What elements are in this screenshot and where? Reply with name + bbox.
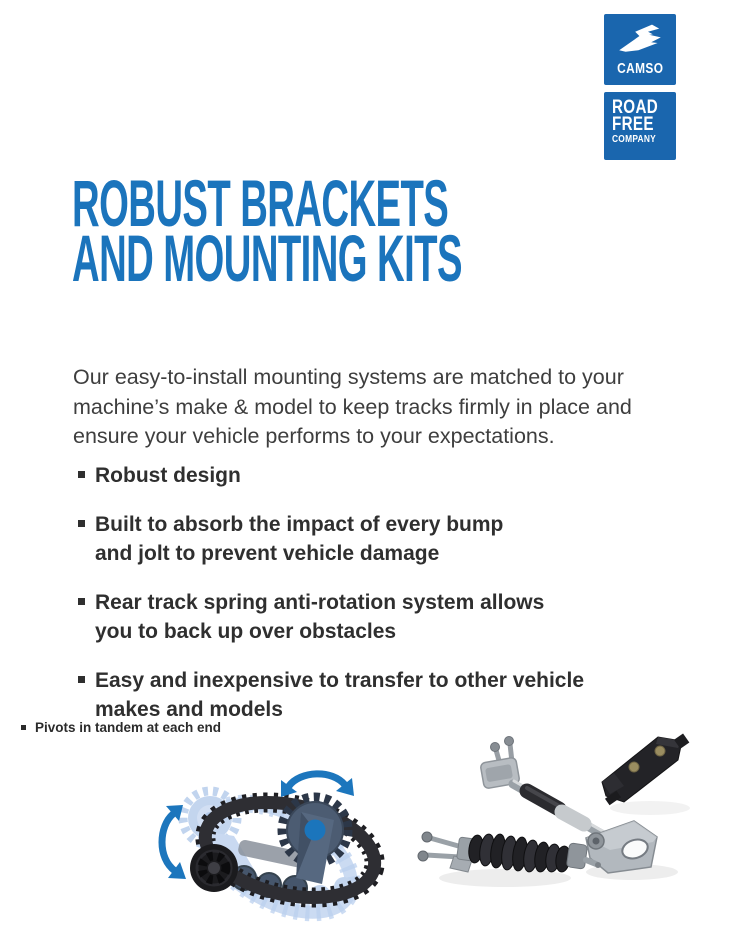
- feature-item-anti-rotation: Rear track spring anti-rotation system allows you to back up over obstacles: [78, 588, 598, 646]
- camso-swoosh-icon: [616, 23, 664, 55]
- intro-paragraph: [73, 363, 673, 452]
- roadfree-line-3: COMPANY: [612, 133, 656, 145]
- pivot-note-label: Pivots in tandem at each end: [35, 720, 222, 735]
- roadfree-line-1: ROAD: [612, 97, 659, 118]
- feature-item-easy-transfer: Easy and inexpensive to transfer to other vehicle makes and models: [78, 666, 598, 724]
- page-title: [72, 166, 740, 295]
- title-line-2: AND MOUNTING KITS: [72, 221, 462, 295]
- feature-item-robust-design: Robust design: [78, 461, 598, 490]
- black-bracket-part: [602, 733, 689, 805]
- camso-logo-wordmark: CAMSO: [616, 61, 664, 77]
- bullet-square-icon: [21, 725, 26, 730]
- track-system-pivot-illustration: [138, 746, 433, 941]
- title-line-1: ROBUST BRACKETS: [72, 166, 449, 240]
- intro-line-1: Our easy-to-install mounting systems are matched to your: [73, 365, 624, 389]
- roadfree-line-2: FREE: [612, 113, 654, 135]
- feature-item-absorb-impact: Built to absorb the impact of every bump and jolt to prevent vehicle damage: [78, 510, 598, 568]
- pivot-note: [21, 720, 221, 735]
- pivot-point-dot: [305, 820, 326, 841]
- mounting-bracket-kit-photo: [410, 720, 715, 938]
- intro-line-3: ensure your vehicle performs to your expectations.: [73, 424, 555, 448]
- camso-logo: [604, 14, 676, 85]
- roadfree-logo: [604, 92, 676, 160]
- feature-list: [78, 461, 598, 744]
- track-spring-part: [418, 832, 601, 873]
- rotation-arrow-left-icon: [162, 805, 186, 879]
- intro-line-2: machine’s make & model to keep tracks firmly in place and: [73, 394, 632, 419]
- track-assembly: [190, 788, 383, 912]
